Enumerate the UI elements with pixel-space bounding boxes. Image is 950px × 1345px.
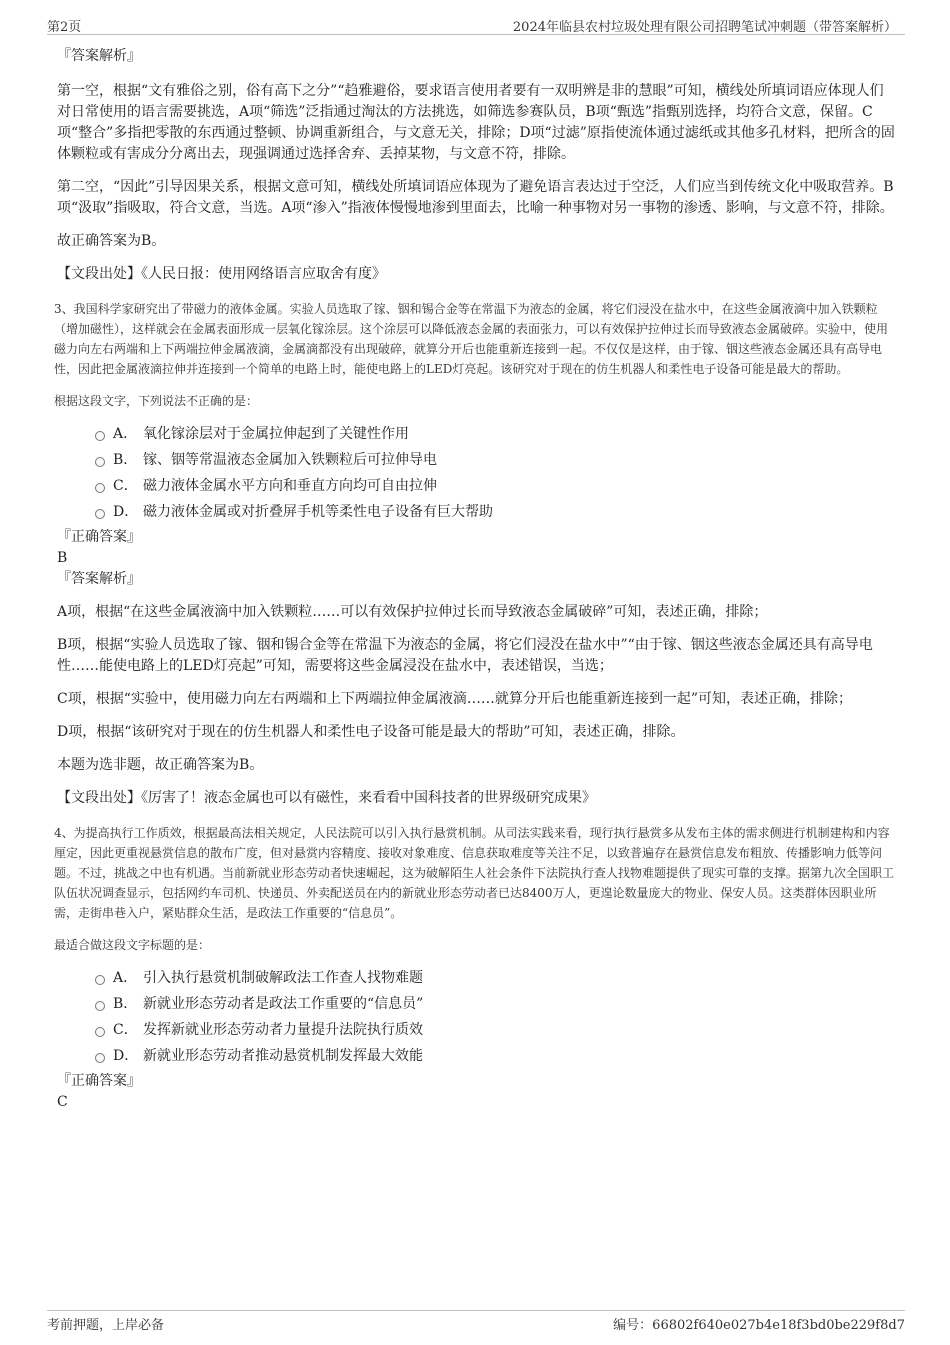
q3-option-b[interactable] [95,447,895,473]
q2-analysis-para1: 第一空，根据“文有雅俗之别，俗有高下之分”“趋雅避俗，要求语言使用者要有一双明辨是非的慧眼”可知，横线处所填词语应体现人们对日常使用的语言需要挑选，A项“筛选”泛指通过淘汰的方法挑选，如筛选参赛队员，B项“甄选”指甄别选择，均符合文意，保留。C项“整合”多指把零散的东西通过整顿、协调重新组合，与文意无关，排除；D项“过滤”原指使流体通过滤纸或其他多孔材料，把所含的固体颗粒或有害成分分离出去，现强调通过选择舍弃、丢掉某物，与文意不符，排除。 [57,83,895,162]
q3-prompt: 根据这段文字，下列说法不正确的是： [54,394,259,408]
q3-option-d[interactable] [95,499,895,525]
footer-divider [47,1310,905,1312]
radio-icon[interactable] [95,1053,105,1063]
q2-answer-statement: 故正确答案为B。 [57,233,166,249]
q4-option-b[interactable] [95,991,895,1017]
option-letter: C． [113,1022,138,1038]
option-letter: B． [113,452,138,468]
document-title: 2024年临县农村垃圾处理有限公司招聘笔试冲刺题（带答案解析） [512,20,897,35]
q3-answer: B [57,550,68,566]
q3-option-c[interactable] [95,473,895,499]
option-text: 新就业形态劳动者是政法工作重要的“信息员” [143,996,424,1012]
q3-answer-statement: 本题为选非题，故正确答案为B。 [57,757,264,773]
q2-analysis-heading: 『答案解析』 [57,48,141,64]
option-letter: D． [113,504,139,520]
option-letter: A． [113,970,138,986]
page-content [54,46,895,1113]
page-number: 第2页 [47,20,82,35]
footer-slogan: 考前押题，上岸必备 [47,1318,165,1333]
q4-passage: 4、为提高执行工作质效，根据最高法相关规定，人民法院可以引入执行悬赏机制。从司法实践来看，现行执行悬赏多从发布主体的需求侧进行机制建构和内容厘定，因此更重视悬赏信息的散布广度，但对悬赏内容精度、接收对象难度、信息获取难度等关注不足，以致普遍存在悬赏信息发布粗放、传播影响力低等问题。不过，挑战之中也有机遇。当前新就业形态劳动者快速崛起，这为破解陌生人社会条件下法院执行查人找物难题提供了现实可靠的支撑。据第九次全国职工队伍状况调查显示，包括网约车司机、快递员、外卖配送员在内的新就业形态劳动者已达8400万人，更遑论数量庞大的物业、保安人员。这类群体因职业所需，走街串巷入户，紧贴群众生活，是政法工作重要的“信息员”。 [54,826,895,920]
q3-analysis-a: A项，根据“在这些金属液滴中加入铁颗粒……可以有效保护拉伸过长而导致液态金属破碎”可知，表述正确，排除； [57,604,768,620]
option-text: 氧化镓涂层对于金属拉伸起到了关键性作用 [143,426,409,442]
option-letter: B． [113,996,138,1012]
radio-icon[interactable] [95,1001,105,1011]
radio-icon[interactable] [95,1027,105,1037]
option-letter: D． [113,1048,139,1064]
q2-source: 【文段出处】《人民日报：使用网络语言应取舍有度》 [57,266,386,282]
q4-answer: C [57,1094,68,1110]
option-letter: A． [113,426,138,442]
footer-serial-number: 编号：66802f640e027b4e18f3bd0be229f8d7 [613,1318,905,1333]
option-text: 引入执行悬赏机制破解政法工作查人找物难题 [143,970,423,986]
option-letter: C． [113,478,138,494]
page-header [47,14,905,35]
radio-icon[interactable] [95,457,105,467]
option-text: 发挥新就业形态劳动者力量提升法院执行质效 [143,1022,423,1038]
q4-option-a[interactable] [95,965,895,991]
q4-options [95,965,895,1069]
radio-icon[interactable] [95,483,105,493]
q3-passage: 3、我国科学家研究出了带磁力的液体金属。实验人员选取了镓、铟和锡合金等在常温下为液态的金属，将它们浸没在盐水中，在这些金属液滴中加入铁颗粒（增加磁性），这样就会在金属表面形成一层氧化镓涂层。这个涂层可以降低液态金属的表面张力，可以有效保护拉伸过长而导致液态金属破碎。实验中，使用磁力向左右两端和上下两端拉伸金属液滴，金属滴都没有出现破碎，就算分开后也能重新连接到一起。不仅仅是这样，由于镓、铟这些液态金属还具有高导电性，因此把金属液滴拉伸并连接到一个简单的电路上时，能使电路上的LED灯亮起。该研究对于现在的仿生机器人和柔性电子设备可能是最大的帮助。 [54,302,889,376]
option-text: 镓、铟等常温液态金属加入铁颗粒后可拉伸导电 [143,452,437,468]
radio-icon[interactable] [95,431,105,441]
q3-source: 【文段出处】《厉害了！液态金属也可以有磁性，来看看中国科技者的世界级研究成果》 [57,790,596,806]
option-text: 磁力液体金属或对折叠屏手机等柔性电子设备有巨大帮助 [143,504,493,520]
radio-icon[interactable] [95,509,105,519]
q3-analysis-heading: 『答案解析』 [57,571,141,587]
radio-icon[interactable] [95,975,105,985]
option-text: 新就业形态劳动者推动悬赏机制发挥最大效能 [143,1048,423,1064]
option-text: 磁力液体金属水平方向和垂直方向均可自由拉伸 [143,478,437,494]
q2-analysis-para2: 第二空，“因此”引导因果关系，根据文意可知，横线处所填词语应体现为了避免语言表达过于空泛，人们应当到传统文化中吸取营养。B项“汲取”指吸取，符合文意，当选。A项“渗入”指液体慢慢地渗到里面去，比喻一种事物对另一事物的渗透、影响，与文意不符，排除。 [57,179,894,216]
q3-analysis-d: D项，根据“该研究对于现在的仿生机器人和柔性电子设备可能是最大的帮助”可知，表述正确，排除。 [57,724,685,740]
q4-answer-heading: 『正确答案』 [57,1073,141,1089]
q3-option-a[interactable] [95,421,895,447]
q4-option-c[interactable] [95,1017,895,1043]
q4-option-d[interactable] [95,1043,895,1069]
q3-analysis-c: C项，根据“实验中，使用磁力向左右两端和上下两端拉伸金属液滴……就算分开后也能重新连接到一起”可知，表述正确，排除； [57,691,853,707]
q3-analysis-b: B项，根据“实验人员选取了镓、铟和锡合金等在常温下为液态的金属，将它们浸没在盐水中”“由于镓、铟这些液态金属还具有高导电性……能使电路上的LED灯亮起”可知，需要将这些金属浸没在盐水中，表述错误，当选； [57,637,873,674]
q4-prompt: 最适合做这段文字标题的是： [54,938,211,952]
q3-answer-heading: 『正确答案』 [57,529,141,545]
q3-options [95,421,895,525]
